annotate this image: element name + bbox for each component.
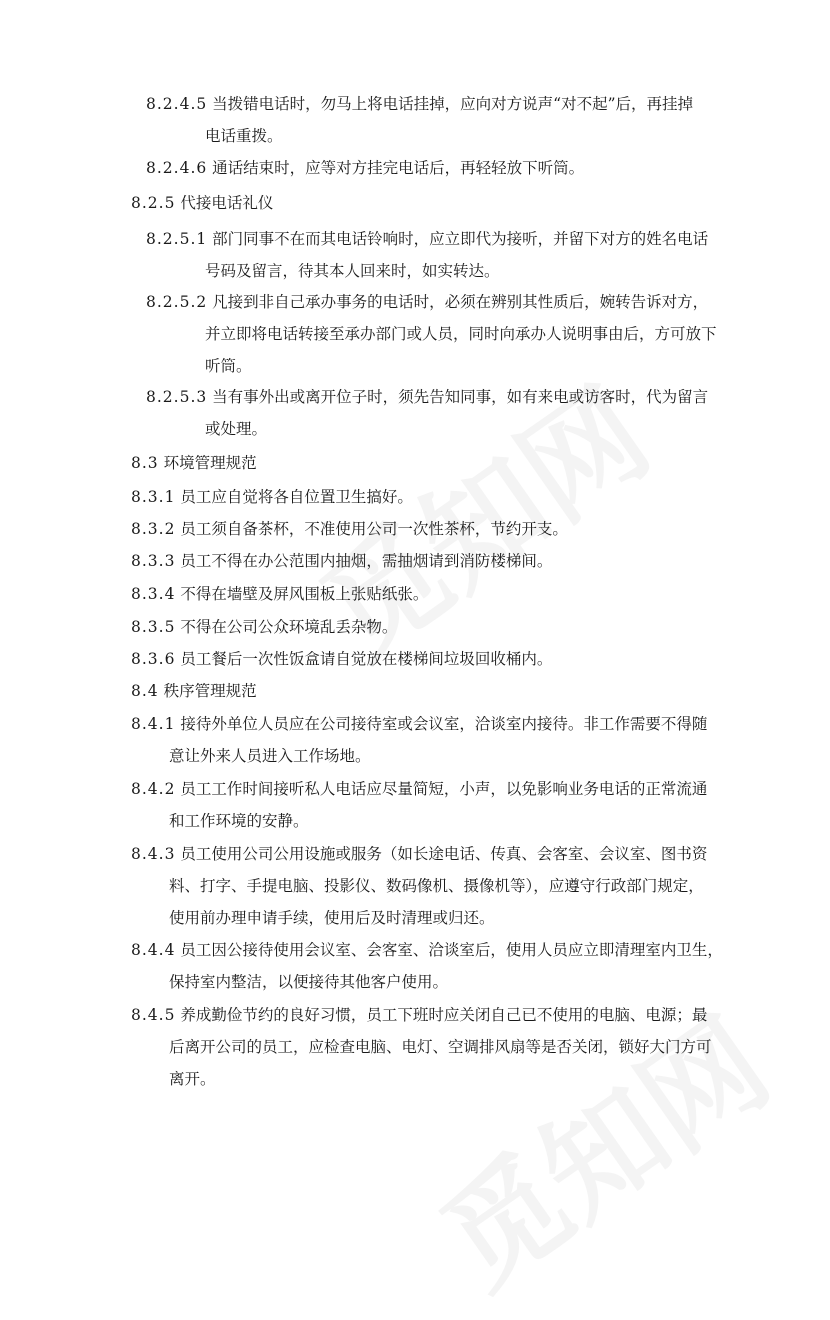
section-title: 代接电话礼仪 — [180, 194, 274, 212]
paragraph-8-4-4 — [131, 934, 723, 998]
section-number: 8.2.5 — [131, 194, 176, 212]
section-number: 8.4.3 — [131, 845, 176, 863]
paragraph-line: 听筒。 — [205, 357, 252, 375]
paragraph-line: 部门同事不在而其电话铃响时，应立即代为接听，并留下对方的姓名电话 — [212, 230, 709, 248]
section-number: 8.2.5.2 — [146, 293, 208, 311]
paragraph-line: 通话结束时，应等对方挂完电话后，再轻轻放下听筒。 — [212, 159, 585, 177]
section-number: 8.4 — [131, 682, 159, 700]
section-title: 环境管理规范 — [163, 454, 257, 472]
paragraph-line: 号码及留言，待其本人回来时，如实转达。 — [205, 262, 500, 280]
paragraph-line: 员工因公接待使用会议室、会客室、洽谈室后，使用人员应立即清理室内卫生， — [180, 941, 723, 959]
paragraph-line: 不得在墙壁及屏风围板上张贴纸张。 — [180, 585, 429, 603]
paragraph-line: 当拨错电话时，勿马上将电话挂掉，应向对方说声“对不起”后，再挂掉 — [212, 95, 694, 113]
paragraph-8-3-1 — [131, 481, 413, 513]
paragraph-8-3-6 — [131, 643, 552, 675]
paragraph-line: 后离开公司的员工，应检查电脑、电灯、空调排风扇等是否关闭，锁好大门方可 — [169, 1038, 712, 1056]
paragraph-8-3-2 — [131, 513, 568, 545]
paragraph-line: 离开。 — [169, 1070, 216, 1088]
section-number: 8.2.5.1 — [146, 230, 208, 248]
paragraph-line: 凡接到非自己承办事务的电话时，必须在辨别其性质后，婉转告诉对方， — [212, 293, 709, 311]
paragraph-8-4-3 — [131, 838, 707, 934]
paragraph-line: 不得在公司公众环境乱丢杂物。 — [180, 618, 398, 636]
paragraph-8-4-5 — [131, 999, 712, 1095]
paragraph-line: 电话重拨。 — [205, 127, 283, 145]
paragraph-8-4-1 — [131, 708, 707, 772]
paragraph-line: 使用前办理申请手续，使用后及时清理或归还。 — [169, 909, 495, 927]
paragraph-line: 员工工作时间接听私人电话应尽量简短，小声，以免影响业务电话的正常流通 — [180, 780, 708, 798]
section-heading-8-4 — [131, 675, 257, 707]
paragraph-line: 员工使用公司公用设施或服务（如长途电话、传真、会客室、会议室、图书资 — [180, 845, 708, 863]
paragraph-8-2-5-3 — [146, 381, 708, 445]
paragraph-8-3-4 — [131, 578, 428, 610]
paragraph-line: 或处理。 — [205, 420, 268, 438]
section-number: 8.4.4 — [131, 941, 176, 959]
paragraph-8-2-4-6 — [146, 152, 584, 184]
paragraph-line: 当有事外出或离开位子时，须先告知同事，如有来电或访客时，代为留言 — [212, 388, 709, 406]
paragraph-line: 员工应自觉将各自位置卫生搞好。 — [180, 488, 413, 506]
paragraph-8-2-5-2 — [146, 286, 717, 382]
section-number: 8.4.2 — [131, 780, 176, 798]
paragraph-8-2-5-1 — [146, 223, 708, 287]
paragraph-line: 和工作环境的安静。 — [169, 812, 309, 830]
section-number: 8.2.4.6 — [146, 159, 208, 177]
section-number: 8.2.5.3 — [146, 388, 208, 406]
paragraph-line: 接待外单位人员应在公司接待室或会议室，洽谈室内接待。非工作需要不得随 — [180, 715, 708, 733]
section-number: 8.3.3 — [131, 552, 176, 570]
section-number: 8.3.2 — [131, 520, 176, 538]
paragraph-line: 并立即将电话转接至承办部门或人员，同时向承办人说明事由后，方可放下 — [205, 325, 717, 343]
section-number: 8.3 — [131, 454, 159, 472]
paragraph-8-3-5 — [131, 611, 397, 643]
section-number: 8.4.5 — [131, 1006, 176, 1024]
section-heading-8-2-5 — [131, 187, 273, 219]
paragraph-8-3-3 — [131, 545, 552, 577]
section-heading-8-3 — [131, 447, 257, 479]
section-number: 8.2.4.5 — [146, 95, 208, 113]
paragraph-line: 养成勤俭节约的良好习惯，员工下班时应关闭自己已不使用的电脑、电源；最 — [180, 1006, 708, 1024]
section-title: 秩序管理规范 — [163, 682, 257, 700]
paragraph-8-2-4-5 — [146, 88, 693, 152]
paragraph-line: 员工须自备茶杯，不准使用公司一次性茶杯，节约开支。 — [180, 520, 568, 538]
section-number: 8.3.4 — [131, 585, 176, 603]
paragraph-line: 员工不得在办公范围内抽烟，需抽烟请到消防楼梯间。 — [180, 552, 553, 570]
section-number: 8.3.5 — [131, 618, 176, 636]
paragraph-line: 意让外来人员进入工作场地。 — [169, 747, 371, 765]
paragraph-line: 保持室内整洁，以便接待其他客户使用。 — [169, 973, 449, 991]
section-number: 8.4.1 — [131, 715, 176, 733]
paragraph-line: 员工餐后一次性饭盒请自觉放在楼梯间垃圾回收桶内。 — [180, 650, 553, 668]
paragraph-8-4-2 — [131, 773, 707, 837]
section-number: 8.3.1 — [131, 488, 176, 506]
paragraph-line: 料、打字、手提电脑、投影仪、数码像机、摄像机等），应遵守行政部门规定， — [169, 877, 704, 895]
section-number: 8.3.6 — [131, 650, 176, 668]
